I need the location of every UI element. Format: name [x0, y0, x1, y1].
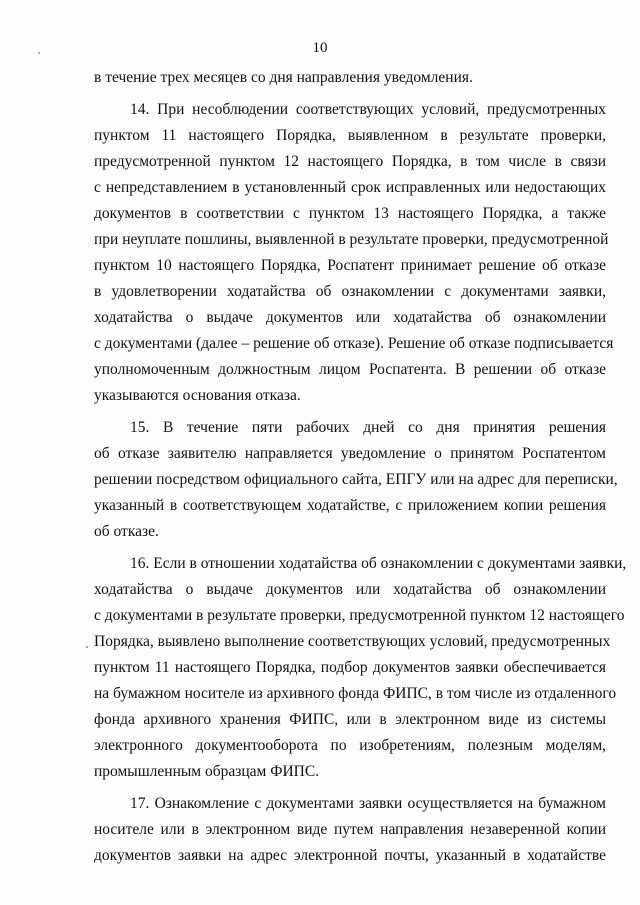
- text-line: в течение трех месяцев со дня направления уведомления.: [94, 69, 473, 86]
- text-line: документов в соответствии с пунктом 13 настоящего Порядка, а также: [94, 205, 606, 222]
- paragraph: [94, 551, 627, 785]
- text-line: пунктом 11 настоящего Порядка, выявленном в результате проверки,: [94, 127, 606, 144]
- text-line: 17. Ознакомление с документами заявки осуществляется на бумажном: [130, 795, 606, 812]
- text-line: об отказе.: [94, 523, 159, 540]
- text-line: указанный в соответствующем ходатайстве, с приложением копии решения: [94, 497, 606, 514]
- text-line: документов заявки на адрес электронной почты, указанный в ходатайстве: [94, 847, 606, 864]
- text-line: ходатайства о выдаче документов или ходатайства об ознакомлении: [94, 581, 606, 598]
- paragraph: [94, 65, 606, 91]
- text-line: носителе или в электронном виде путем направления незаверенной копии: [94, 821, 606, 838]
- text-line: об отказе заявителю направляется уведомление о принятом Роспатентом: [94, 445, 606, 462]
- text-line: фонда архивного хранения ФИПС, или в электронном виде из системы: [94, 711, 606, 728]
- text-line: пунктом 10 настоящего Порядка, Роспатент принимает решение об отказе: [94, 257, 606, 274]
- text-line: в удовлетворении ходатайства об ознакомлении с документами заявки,: [94, 283, 606, 300]
- text-line: предусмотренной пунктом 12 настоящего Порядка, в том числе в связи: [94, 153, 606, 170]
- text-line: 15. В течение пяти рабочих дней со дня принятия решения: [130, 419, 606, 436]
- text-line: пунктом 11 настоящего Порядка, подбор документов заявки обеспечивается: [94, 659, 606, 676]
- scan-speck: [86, 646, 88, 648]
- text-line: с документами (далее – решение об отказе). Решение об отказе подписывается: [94, 335, 614, 352]
- paragraph: [94, 97, 614, 409]
- text-line: уполномоченным должностным лицом Роспатента. В решении об отказе: [94, 361, 606, 378]
- text-line: промышленным образцам ФИПС.: [94, 763, 320, 780]
- text-line: на бумажном носителе из архивного фонда ФИПС, в том числе из отдаленного: [94, 685, 617, 702]
- text-line: с непредставлением в установленный срок исправленных или недостающих: [94, 179, 606, 196]
- text-line: указываются основания отказа.: [94, 387, 301, 404]
- document-body: [94, 65, 627, 869]
- text-line: электронного документооборота по изобретениям, полезным моделям,: [94, 737, 606, 754]
- text-line: с документами в результате проверки, предусмотренной пунктом 12 настоящего: [94, 607, 625, 624]
- text-line: решении посредством официального сайта, ЕПГУ или на адрес для переписки,: [94, 471, 618, 488]
- paragraph: [94, 415, 618, 545]
- text-line: 14. При несоблюдении соответствующих условий, предусмотренных: [130, 101, 606, 118]
- text-line: 16. Если в отношении ходатайства об ознакомлении с документами заявки,: [130, 555, 627, 572]
- paragraph: [94, 791, 606, 869]
- page-number: 10: [312, 40, 328, 56]
- text-line: Порядка, выявлено выполнение соответствующих условий, предусмотренных: [94, 633, 611, 650]
- text-line: при неуплате пошлины, выявленной в результате проверки, предусмотренной: [94, 231, 609, 248]
- text-line: ходатайства о выдаче документов или ходатайства об ознакомлении: [94, 309, 606, 326]
